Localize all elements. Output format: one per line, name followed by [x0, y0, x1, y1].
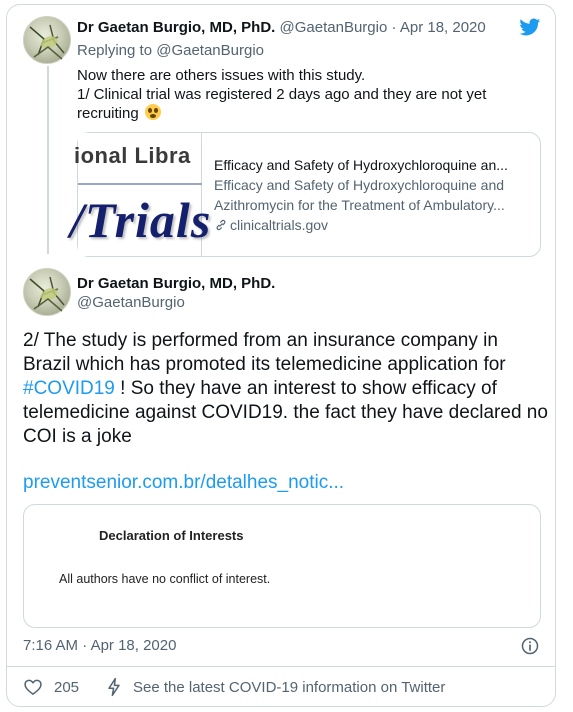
- lightning-bolt-icon[interactable]: [104, 676, 124, 698]
- thumb-top-text: ional Libra: [74, 143, 191, 168]
- separator-dot: ·: [82, 637, 88, 654]
- link-text-block: [214, 155, 532, 235]
- link-chain-icon: [214, 218, 228, 232]
- tweet1-text: [77, 66, 527, 123]
- link-preview-card[interactable]: [70, 132, 541, 257]
- thumb-divider: [78, 183, 202, 185]
- info-icon[interactable]: [520, 636, 540, 656]
- heart-icon[interactable]: [23, 677, 43, 697]
- link-description: [214, 175, 532, 215]
- link-domain: [214, 215, 532, 235]
- tweet2-text-part1: 2/ The study is performed from an insurance company in Brazil which has promoted its telemedicine application for: [23, 330, 506, 375]
- author-name[interactable]: Dr Gaetan Burgio, MD, PhD.: [77, 275, 276, 292]
- author-name[interactable]: Dr Gaetan Burgio, MD, PhD.: [77, 19, 276, 36]
- tweet-date[interactable]: Apr 18, 2020: [399, 19, 486, 36]
- link-title: Efficacy and Safety of Hydroxychloroquine an...: [214, 157, 508, 173]
- like-count[interactable]: 205: [54, 679, 80, 696]
- replying-to-label: Replying to: [77, 42, 153, 59]
- media-body-text: All authors have no conflict of interest.: [59, 572, 271, 586]
- replying-to: [77, 42, 264, 59]
- thumb-big-text: /Trials: [70, 192, 212, 248]
- avatar[interactable]: [23, 16, 71, 64]
- tweet1-text-line2: 1/ Clinical trial was registered 2 days ago and they are not yet recruiting: [77, 86, 487, 122]
- twitter-bird-icon[interactable]: [517, 16, 542, 38]
- tweet1-text-line1: Now there are others issues with this study.: [77, 67, 366, 84]
- media-heading: Declaration of Interests: [99, 528, 244, 543]
- tweet2-text: [23, 329, 548, 449]
- media-image-card[interactable]: [23, 504, 541, 628]
- tweet-timestamp[interactable]: [23, 637, 176, 654]
- tweet1-header: [77, 19, 486, 36]
- covid-info-link[interactable]: See the latest COVID-19 information on Twitter: [133, 679, 446, 696]
- tweet-time: 7:16 AM: [23, 637, 79, 654]
- thread-connector-line: [47, 66, 49, 254]
- link-domain-text: clinicaltrials.gov: [230, 217, 329, 233]
- tweet2-text-part2: ! So they have an interest to show efficacy of telemedicine against COVID19. the fact they have declared no COI is a joke: [23, 378, 548, 447]
- external-link[interactable]: preventsenior.com.br/detalhes_notic...: [23, 472, 345, 493]
- avatar[interactable]: [23, 268, 71, 316]
- link-desc-line1: Efficacy and Safety of Hydroxychloroquine and: [214, 177, 505, 193]
- hashtag-link[interactable]: #COVID19: [23, 378, 115, 399]
- link-desc-line2: Azithromycin for the Treatment of Ambulatory...: [214, 197, 505, 213]
- link-thumbnail: [70, 133, 212, 256]
- author-handle[interactable]: @GaetanBurgio: [279, 19, 388, 36]
- tweet-date: Apr 18, 2020: [90, 637, 177, 654]
- separator-dot: ·: [391, 19, 397, 36]
- footer-divider: [7, 666, 555, 667]
- replying-to-handle[interactable]: @GaetanBurgio: [156, 42, 265, 59]
- author-handle[interactable]: @GaetanBurgio: [77, 294, 185, 311]
- flushed-face-emoji-icon: [145, 104, 161, 120]
